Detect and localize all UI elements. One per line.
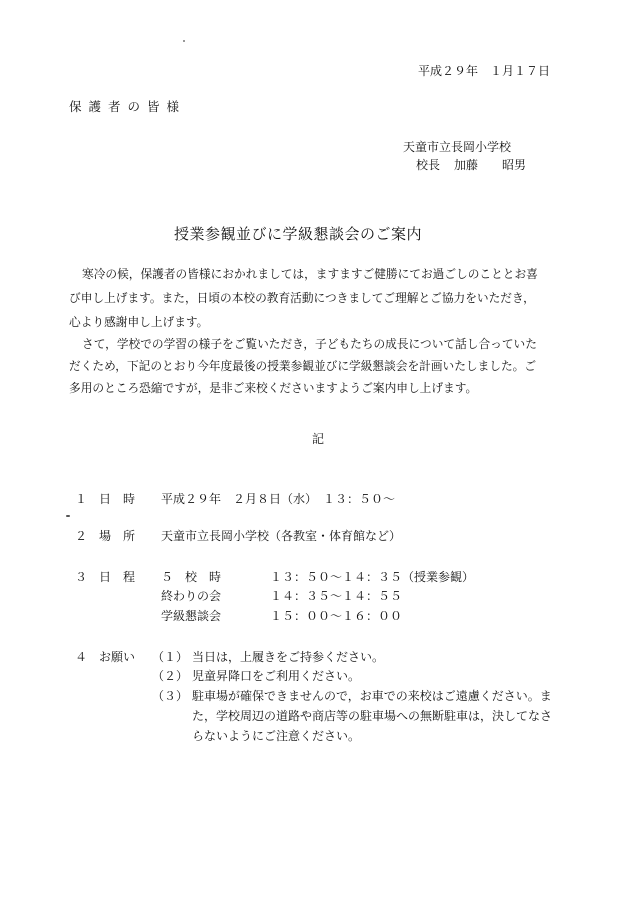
document-date: 平成２９年 １月１７日 — [418, 64, 551, 78]
schedule-name: 終わりの会 — [161, 589, 222, 603]
request-number: （２） — [152, 669, 189, 683]
request-number: （３） — [152, 689, 189, 703]
request-text: らないようにご注意ください。 — [192, 729, 361, 743]
schedule-time: １５：００～１６：００ — [270, 609, 403, 623]
scan-speck — [183, 40, 185, 42]
body-line: び申し上げます。また，日頃の本校の教育活動につきましてご理解とご協力をいただき， — [69, 291, 535, 305]
schedule-time: １３：５０～１４：３５（授業参観） — [270, 570, 475, 584]
item-number: ４ — [75, 650, 88, 664]
body-line: 寒冷の候，保護者の皆様におかれましては，ますますご健勝にてお過ごしのこととお喜 — [82, 267, 538, 281]
request-text: 児童昇降口をご利用ください。 — [192, 669, 361, 683]
item-label-schedule: 日 程 — [99, 570, 136, 584]
body-line: だくため，下記のとおり今年度最後の授業参観並びに学級懇談会を計画いたしました。ご — [69, 359, 537, 373]
item-value-place: 天童市立長岡小学校（各教室・体育館など） — [161, 529, 402, 543]
request-number: （１） — [152, 650, 189, 664]
request-text: た，学校周辺の道路や商店等の駐車場への無断駐車は，決してなさ — [192, 709, 553, 723]
document-title: 授業参観並びに学級懇談会のご案内 — [174, 225, 423, 243]
item-label-requests: お願い — [99, 650, 136, 664]
addressee: 保護者の皆様 — [69, 99, 187, 114]
schedule-name: ５ 校 時 — [161, 570, 222, 584]
body-line: さて，学校での学習の様子をご覧いただき，子どもたちの成長について話し合っていた — [82, 337, 537, 351]
item-number: ２ — [75, 529, 88, 543]
item-label-datetime: 日 時 — [99, 492, 136, 506]
schedule-name: 学級懇談会 — [161, 609, 222, 623]
principal-role: 校長 — [416, 158, 441, 172]
body-line: 心より感謝申し上げます。 — [69, 315, 209, 329]
ki-heading: 記 — [312, 432, 325, 446]
body-line: 多用のところ恐縮ですが，是非ご来校くださいますようご案内申し上げます。 — [69, 381, 478, 395]
item-number: ３ — [75, 570, 88, 584]
schedule-time: １４：３５～１４：５５ — [270, 589, 403, 603]
principal-surname: 加藤 — [454, 158, 479, 172]
request-text: 当日は，上履きをご持参ください。 — [192, 650, 385, 664]
item-label-place: 場 所 — [99, 529, 136, 543]
principal-signature — [416, 159, 526, 171]
principal-given-name: 昭男 — [502, 158, 527, 172]
school-name: 天童市立長岡小学校 — [403, 140, 512, 154]
request-text: 駐車場が確保できませんので，お車での来校はご遠慮ください。ま — [192, 689, 552, 703]
scan-mark — [66, 515, 70, 517]
item-value-datetime: 平成２９年 ２月８日（水） １３：５０～ — [161, 492, 396, 506]
item-number: １ — [75, 492, 88, 506]
